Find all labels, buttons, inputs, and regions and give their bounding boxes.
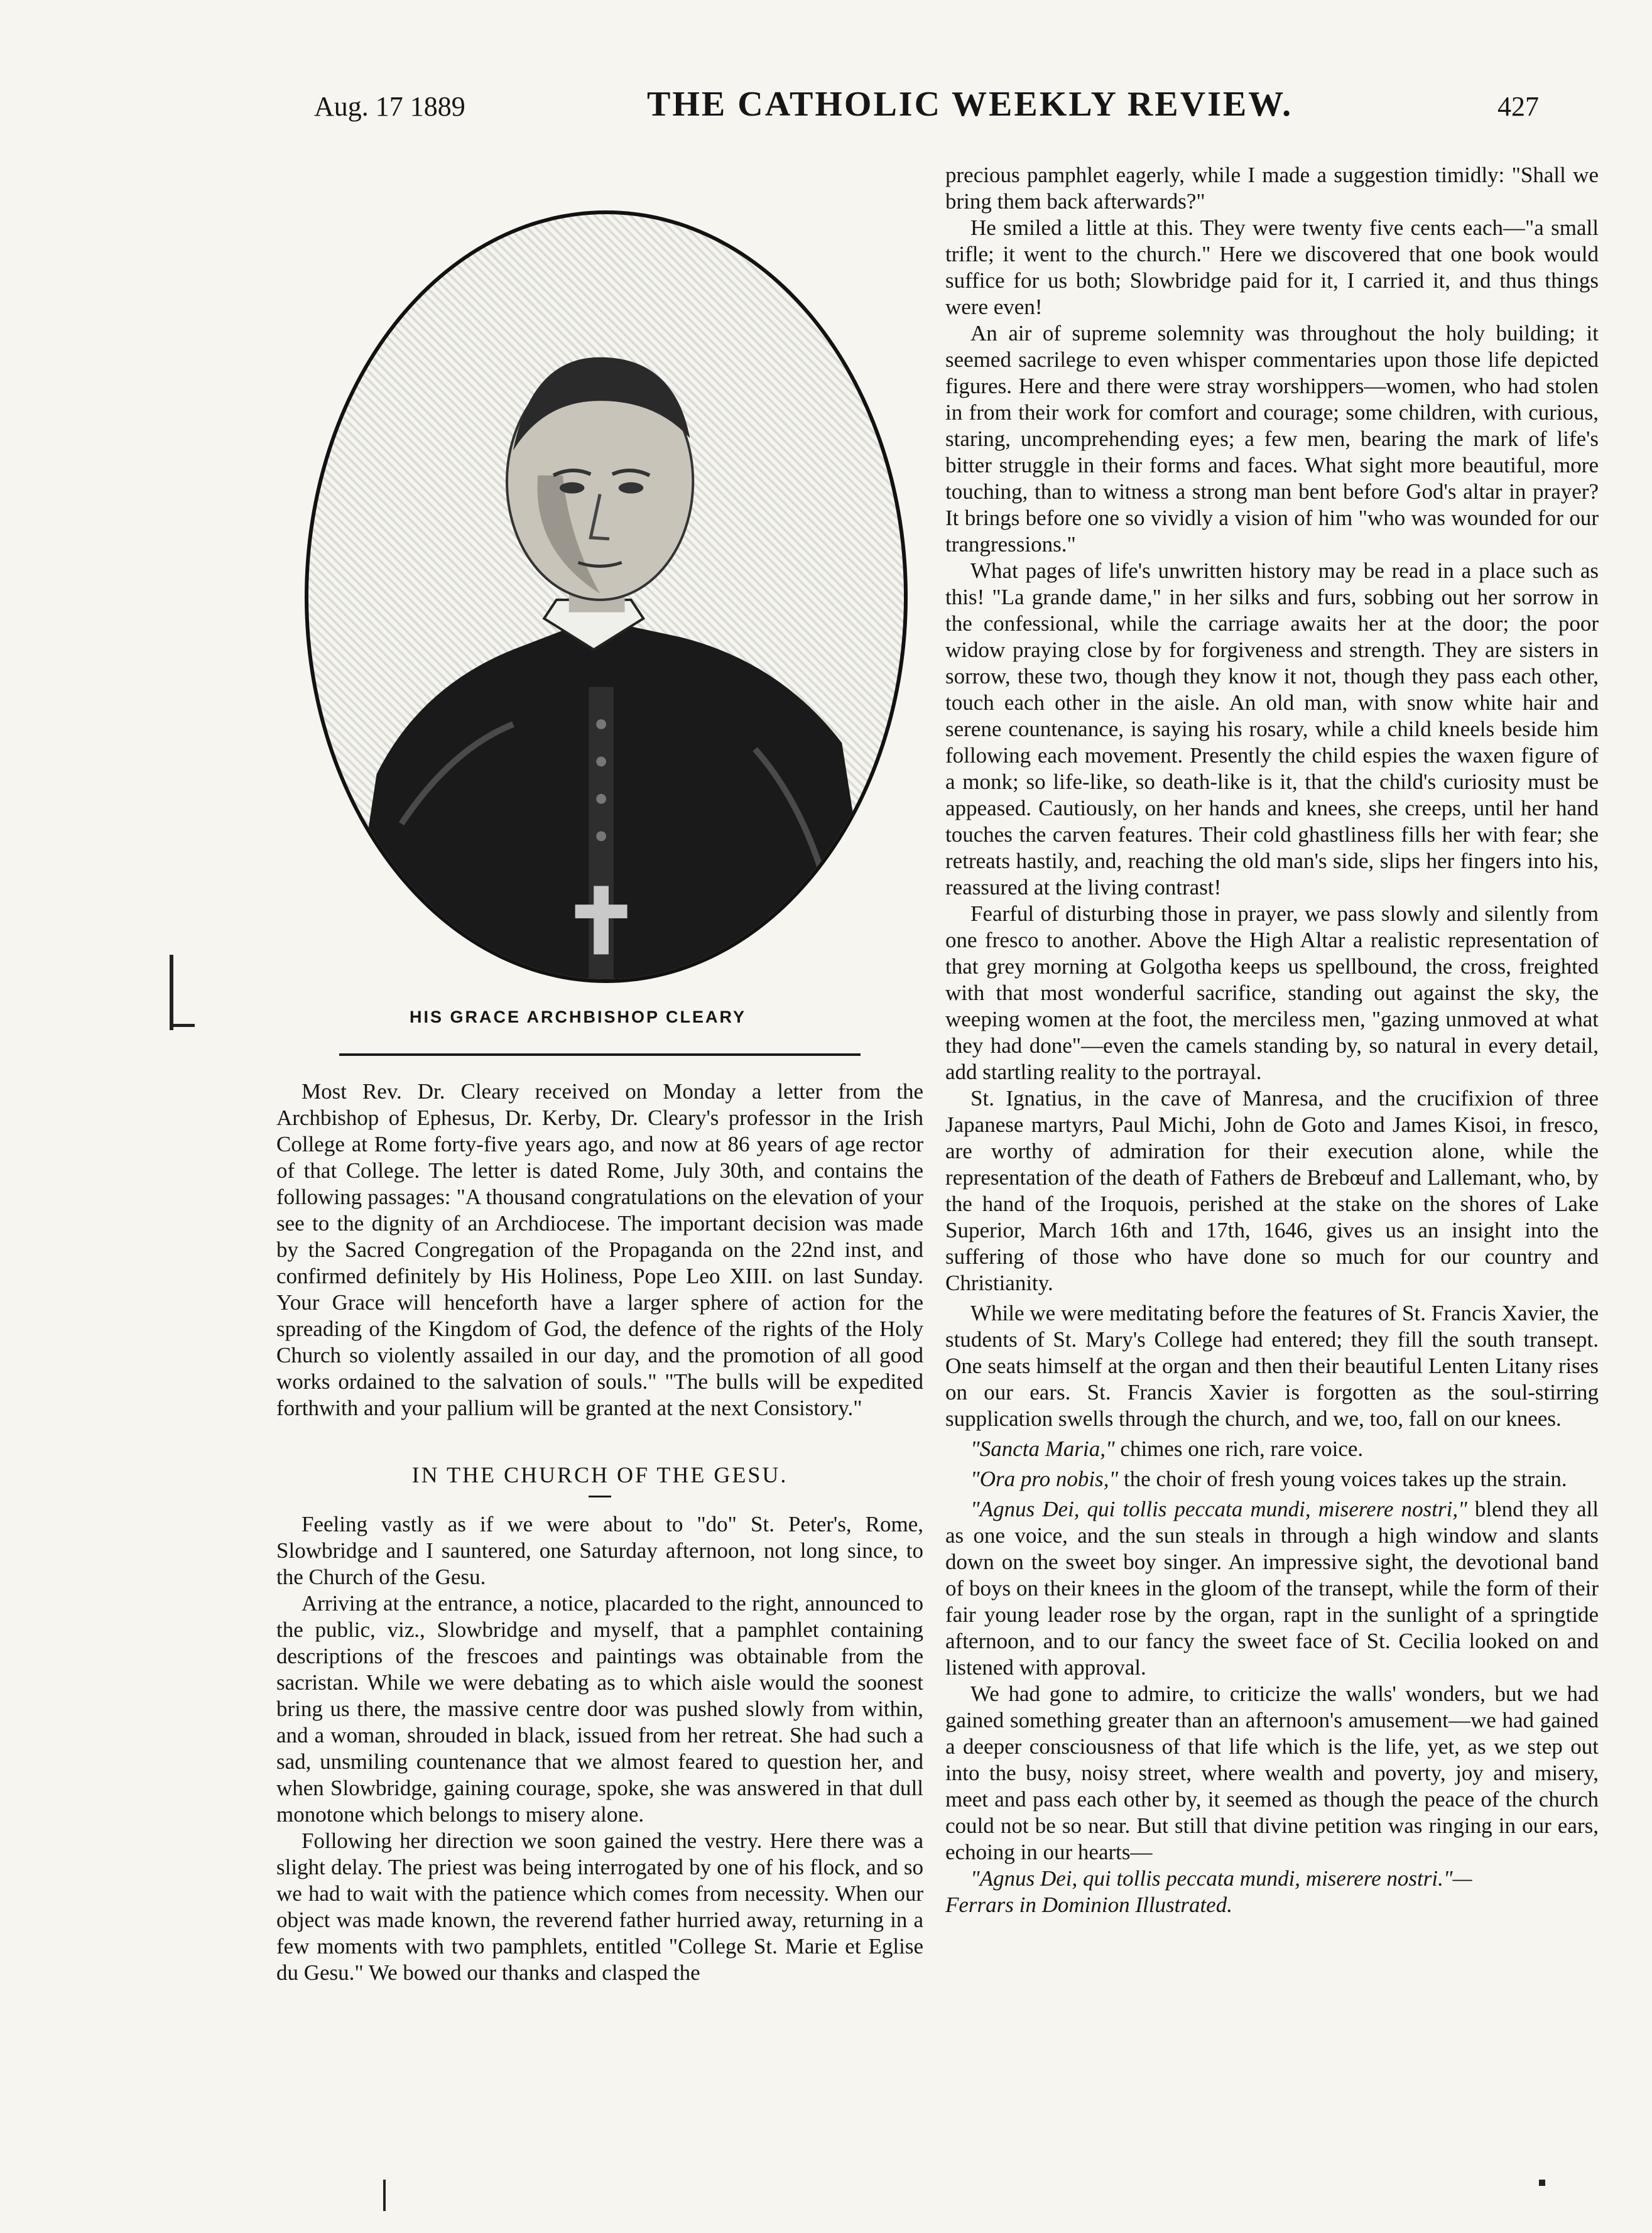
running-header bbox=[314, 75, 1539, 132]
margin-mark bbox=[170, 1024, 195, 1027]
chant-latin: "Agnus Dei, qui tollis peccata mundi, miserere nostri," bbox=[970, 1497, 1467, 1521]
chant-line bbox=[945, 1466, 1599, 1492]
publication-title: THE CATHOLIC WEEKLY REVIEW. bbox=[647, 85, 1293, 124]
portrait-caption: HIS GRACE ARCHBISHOP CLEARY bbox=[409, 1008, 747, 1026]
left-column bbox=[276, 157, 923, 1986]
article-paragraph: He smiled a little at this. They were twenty five cents each—"a small trifle; it went to the church." Here we discovered that one book would suffice for us both; Slowbridge paid for it, I carried it, and thus things were even! bbox=[945, 215, 1599, 319]
article-paragraph: What pages of life's unwritten history may be read in a place such as this! "La grande dame," in her silks and furs, sobbing out her sorrow in the confessional, while the carriage awaits her at the door; the poor widow praying close by for forgiveness and strength. They are sisters in sorrow, these two, though they know it not, though they pass each other, touch each other in the aisle. An old man, with snow white hair and serene countenance, is saying his rosary, while a child kneels beside him following each movement. Presently the child espies the waxen figure of a monk; so life-like, so death-like is it, that the child's curiosity must be appeased. Cautiously, on her hands and knees, she creeps, until her hand touches the carven features. Their cold ghastliness fills her with fear; she retreats hastily, and, reaching the old man's side, slips her fingers into his, reassured at the living contrast! bbox=[945, 558, 1599, 899]
chant-line bbox=[945, 1436, 1599, 1462]
caption-divider bbox=[339, 1053, 861, 1056]
article-paragraph: We had gone to admire, to criticize the walls' wonders, but we had gained something greater than an afternoon's amusement—we had gained a deeper consciousness of that life which is the life, yet, as we step out into the busy, noisy street, where wealth and poverty, joy and misery, meet and pass each other by, it seemed as though the peace of the church could not be so near. But still that divine petition was ringing in our ears, echoing in our hearts— bbox=[945, 1682, 1599, 1864]
archbishop-portrait-engraving bbox=[305, 210, 908, 983]
news-item bbox=[276, 1078, 923, 1421]
chant-latin: "Sancta Maria," bbox=[970, 1437, 1115, 1461]
article-continuation: precious pamphlet eagerly, while I made a suggestion timidly: "Shall we bring them back afterwards?" bbox=[945, 163, 1599, 214]
portrait-illustration-icon bbox=[308, 214, 904, 979]
article-byline: Ferrars in Dominion Illustrated. bbox=[945, 1893, 1232, 1917]
chant-text: chimes one rich, rare voice. bbox=[1114, 1437, 1364, 1461]
article-paragraph: Following her direction we soon gained the vestry. Here there was a slight delay. The priest was being interrogated by one of his flock, and so we had to wait with the patience which comes from necessity. When our object was made known, the reverend father hurried away, returning in a few moments with two pamphlets, entitled "College St. Marie et Eglise du Gesu." We bowed our thanks and clasped the bbox=[276, 1828, 923, 1985]
title-divider bbox=[589, 1496, 611, 1497]
article-left-body bbox=[276, 1511, 923, 1986]
article-paragraph: Arriving at the entrance, a notice, placarded to the right, announced to the public, viz., Slowbridge and myself, that a pamphlet containing descriptions of the frescoes and paintings was obtainable from the sacristan. While we were debating as to which aisle would the soonest bring us there, the massive centre door was pushed slowly from within, and a woman, shrouded in black, issued from her retreat. She had such a sad, unsmiling countenance that we almost feared to question her, and when Slowbridge, gaining courage, spoke, she was answered in that dull monotone which belongs to misery alone. bbox=[276, 1591, 923, 1827]
article-paragraph: An air of supreme solemnity was throughout the holy building; it seemed sacrilege to even whisper commentaries upon those life depicted figures. Here and there were stray worshippers—women, who had stolen in from their work for comfort and courage; some children, with curious, staring, uncomprehending eyes; a few men, bearing the mark of life's bitter struggle in their forms and faces. What sight more beautiful, more touching, than to witness a strong man bent before God's altar in prayer? It brings before one so vividly a vision of him "who was wounded for our trangressions." bbox=[945, 321, 1599, 557]
chant-text: blend they all as one voice, and the sun steals in through a high window and slants down on the sweet boy singer. An impressive sight, the devotional band of boys on their knees in the gloom of the transept, while the form of their fair young leader rose by the organ, rapt in the sunlight of a springtide afternoon, and to our fancy the sweet face of St. Cecilia looked on and listened with approval. bbox=[945, 1497, 1599, 1680]
margin-mark bbox=[1539, 2180, 1545, 2186]
closing-line bbox=[945, 1866, 1599, 1892]
article-title: IN THE CHURCH OF THE GESU. bbox=[411, 1462, 788, 1487]
margin-mark bbox=[170, 955, 173, 1030]
chant-text: the choir of fresh young voices takes up the strain. bbox=[1118, 1467, 1567, 1491]
article-paragraph: While we were meditating before the features of St. Francis Xavier, the students of St. Mary's College had entered; they fill the south transept. One seats himself at the organ and then their beautiful Lenten Litany rises on our ears. St. Francis Xavier is forgotten as the soul-stirring supplication swells through the church, and we, too, fall on our knees. bbox=[945, 1301, 1599, 1431]
news-paragraph: Most Rev. Dr. Cleary received on Monday a letter from the Archbishop of Ephesus, Dr. Kerby, Dr. Cleary's professor in the Irish College at Rome forty-five years ago, and now at 86 years of age rector of that College. The letter is dated Rome, July 30th, and contains the following passages: "A thousand congratulations on the elevation of your see to the dignity of an Archdiocese. The important decision was made by the Sacred Congregation of the Propaganda on the 22nd inst, and confirmed definitely by His Holiness, Pope Leo XIII. on last Sunday. Your Grace will henceforth have a larger sphere of action for the spreading of the Kingdom of God, the defence of the rights of the Holy Church so violently assailed in our day, and the promotion of all good works ordained to the salvation of souls." "The bulls will be expedited forthwith and your pallium will be granted at the next Consistory." bbox=[276, 1079, 923, 1420]
issue-date: Aug. 17 1889 bbox=[314, 91, 465, 122]
closing-latin: "Agnus Dei, qui tollis peccata mundi, miserere nostri."— bbox=[970, 1866, 1472, 1891]
chant-line bbox=[945, 1496, 1599, 1681]
article-paragraph: Feeling vastly as if we were about to "do" St. Peter's, Rome, Slowbridge and I sauntered, one Saturday afternoon, not long since, to the Church of the Gesu. bbox=[276, 1512, 923, 1589]
chant-latin: "Ora pro nobis," bbox=[970, 1467, 1119, 1491]
article-right-body bbox=[945, 162, 1599, 1918]
article-paragraph: Fearful of disturbing those in prayer, we pass slowly and silently from one fresco to another. Above the High Altar a realistic representation of that grey morning at Golgotha keeps us spellbound, the cross, freighted with that most wonderful sacrifice, standing out against the sky, the weeping women at the foot, the merciless men, "gazing unmoved at what they had done"—even the camels standing by, so natural in every detail, add startling reality to the portrayal. bbox=[945, 901, 1599, 1084]
margin-mark bbox=[383, 2180, 386, 2211]
portrait-figure bbox=[276, 157, 923, 999]
page-number: 427 bbox=[1497, 91, 1539, 122]
article-paragraph: St. Ignatius, in the cave of Manresa, and the crucifixion of three Japanese martyrs, Paul Michi, John de Goto and James Kisoi, in fresco, are worthy of admiration for their execution alone, while the representation of the death of Fathers de Brebœuf and Lallemant, who, by the hand of the Iroquois, perished at the stake on the shores of Lake Superior, March 16th and 17th, 1646, gives us an insight into the suffering of those who have done so much for our country and Christianity. bbox=[945, 1086, 1599, 1295]
right-column bbox=[945, 162, 1599, 1918]
